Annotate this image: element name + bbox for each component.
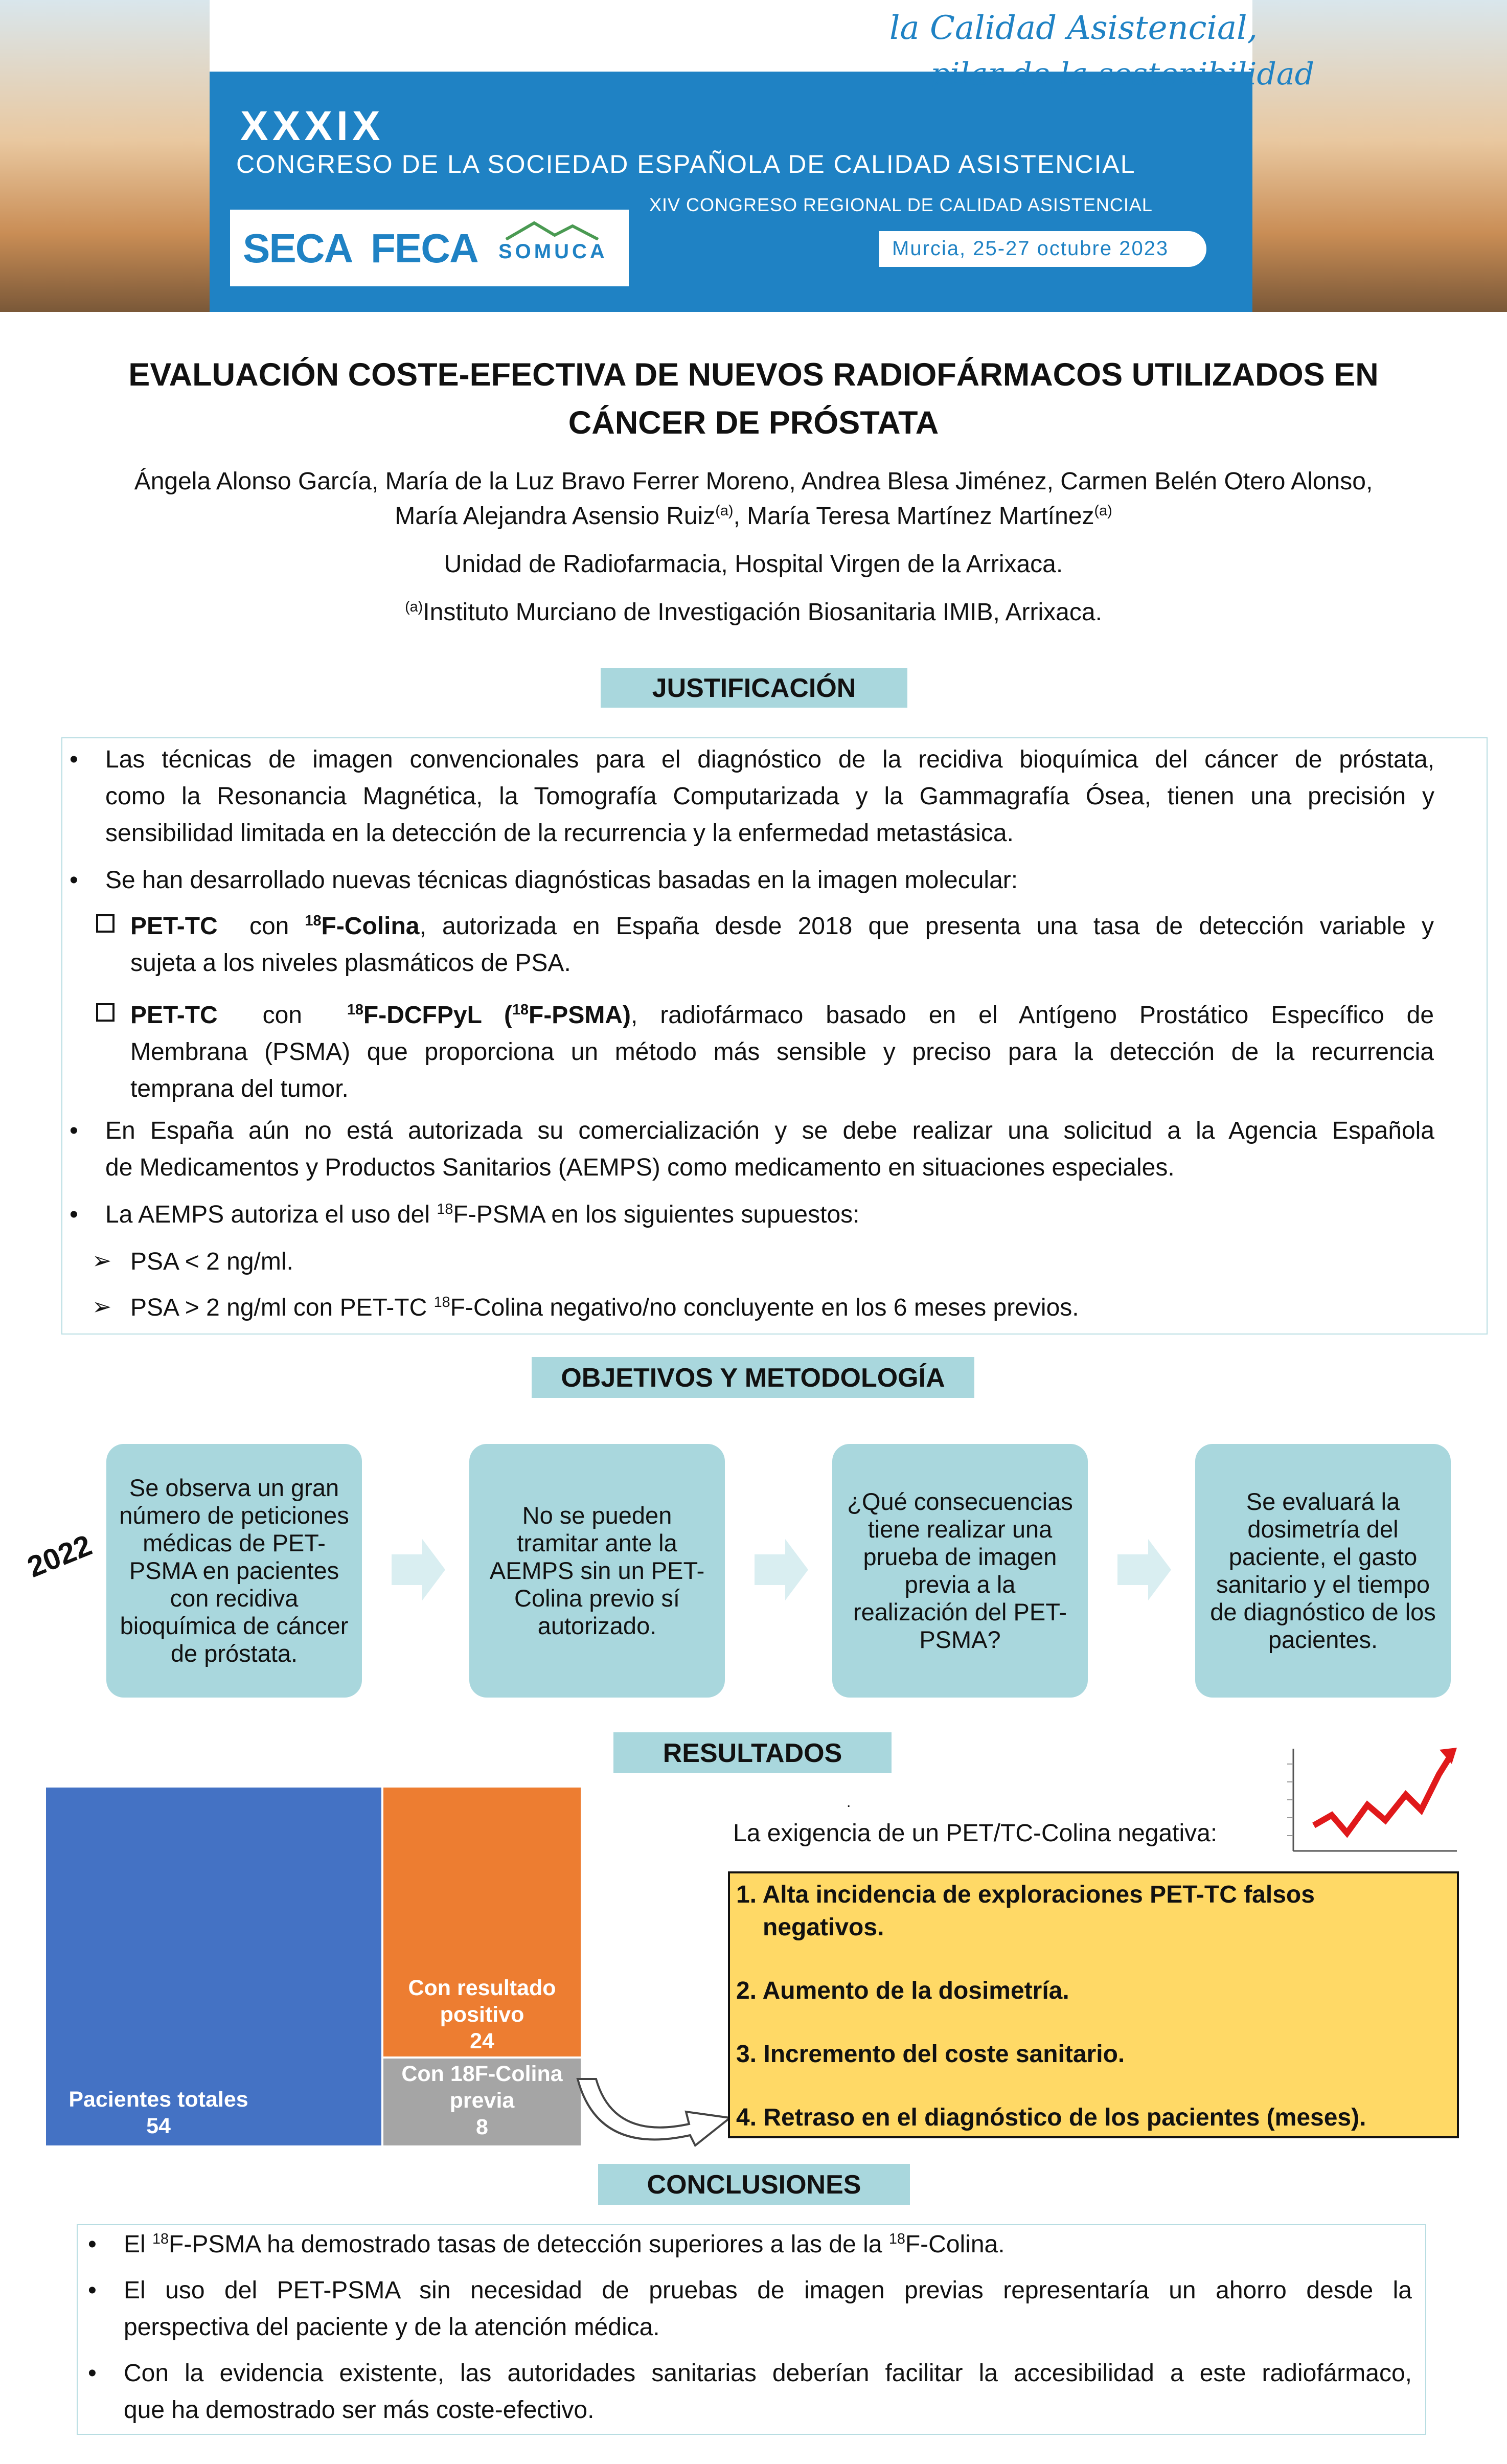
conclusion-3 xyxy=(124,2355,1412,2429)
category-label: positivo xyxy=(440,2002,524,2027)
category-label: Con 18F-Colina xyxy=(401,2062,563,2086)
isotope-mark: 18 xyxy=(437,1201,453,1217)
banner-illustration-left xyxy=(0,0,210,312)
bullet-icon: • xyxy=(88,2231,97,2258)
section-heading-conclusiones: CONCLUSIONES xyxy=(598,2164,910,2205)
isotope-mark: 18 xyxy=(888,2231,905,2247)
arrowhead-bullet-icon: ➢ xyxy=(92,1247,112,1274)
affiliation-mark: (a) xyxy=(1094,503,1112,519)
isotope-mark: 18 xyxy=(512,1002,529,1018)
author-martinez: , María Teresa Martínez Martínez xyxy=(733,503,1094,530)
title-line-1: EVALUACIÓN COSTE-EFECTIVA DE NUEVOS RADIOFÁRMACOS UTILIZADOS EN xyxy=(128,357,1379,393)
just-bullet-4 xyxy=(105,1196,1434,1233)
isotope-mark: 18 xyxy=(305,913,322,929)
somuca-logo: SOMUCA xyxy=(498,240,608,263)
author-asensio: María Alejandra Asensio Ruiz xyxy=(395,503,716,530)
c1-text: El xyxy=(124,2231,153,2258)
banner-illustration-right xyxy=(1252,0,1507,312)
section-heading-resultados: RESULTADOS xyxy=(613,1732,892,1773)
just-bullet-3 xyxy=(105,1113,1434,1186)
year-label: 2022 xyxy=(22,1528,97,1584)
chevron-right-icon xyxy=(749,1539,811,1600)
chevron-right-icon xyxy=(386,1539,448,1600)
term-psma: F-PSMA) xyxy=(529,1002,631,1029)
bullet-icon: • xyxy=(70,867,78,894)
term-dcfpyl: F-DCFPyL ( xyxy=(363,1002,512,1029)
c3-line: Con la evidencia existente, las autoridades sanitarias deberían facilitar la accesibilidad a este radiofármaco, xyxy=(124,2360,1412,2387)
finding-3: 3. Incremento del coste sanitario. xyxy=(736,2041,1125,2068)
finding-1: 1. Alta incidencia de exploraciones PET-TC falsos xyxy=(736,1881,1315,1908)
isotope-mark: 18 xyxy=(152,2231,169,2247)
criterion-text-2: F-Colina negativo/no concluyente en los 6 meses previos. xyxy=(450,1294,1079,1321)
just-b1-line: Las técnicas de imagen convencionales para el diagnóstico de la recidiva bioquímica del cáncer de próstata, xyxy=(105,746,1434,773)
just-bullet-1 xyxy=(105,741,1434,852)
c1-text-2: F-PSMA ha demostrado tasas de detección superiores a las de la xyxy=(169,2231,889,2258)
somuca-logo-icon xyxy=(504,220,601,240)
section-heading-justificacion: JUSTIFICACIÓN xyxy=(601,668,907,708)
c1-text-3: F-Colina. xyxy=(905,2231,1005,2258)
word-con: con xyxy=(249,913,289,940)
term-colina: F-Colina xyxy=(321,913,420,940)
bar-label-totales xyxy=(51,2086,266,2139)
feca-logo: FECA xyxy=(371,225,478,271)
colina-desc: , autorizada en España desde 2018 que presenta una tasa de detección variable y xyxy=(419,913,1434,940)
congress-date: Murcia, 25-27 octubre 2023 xyxy=(892,237,1169,260)
congress-number: XXXIX xyxy=(240,103,384,149)
b4-text-2: F-PSMA en los siguientes supuestos: xyxy=(453,1201,860,1228)
psma-desc-3: temprana del tumor. xyxy=(130,1075,349,1102)
bar-label-previa xyxy=(383,2061,581,2140)
just-criterion-1: PSA < 2 ng/ml. xyxy=(130,1248,293,1275)
bar-label-positivo xyxy=(383,1975,581,2054)
slogan-line-1: la Calidad Asistencial, xyxy=(889,9,1258,47)
term-pet-tc: PET-TC xyxy=(130,1002,218,1029)
finding-4: 4. Retraso en el diagnóstico de los pacientes (meses). xyxy=(736,2104,1366,2131)
c2-line: perspectiva del paciente y de la atención médica. xyxy=(124,2314,660,2341)
exigencia-text: La exigencia de un PET/TC-Colina negativa: xyxy=(733,1820,1218,1847)
congress-name: CONGRESO DE LA SOCIEDAD ESPAÑOLA DE CALIDAD ASISTENCIAL xyxy=(236,150,1136,178)
objective-step-1: Se observa un gran número de peticiones médicas de PET-PSMA en pacientes con recidiva bioquímica de cáncer de próstata. xyxy=(106,1444,362,1698)
institute-name: Instituto Murciano de Investigación Biosanitaria IMIB, Arrixaca. xyxy=(423,599,1102,626)
affiliation-institute xyxy=(31,598,1476,626)
bullet-icon: • xyxy=(88,2277,97,2304)
curved-arrow-icon xyxy=(567,2069,741,2161)
authors-line-2 xyxy=(31,499,1476,534)
objective-step-4: Se evaluará la dosimetría del paciente, el gasto sanitario y el tiempo de diagnóstico de los pacientes. xyxy=(1195,1444,1451,1698)
poster-title xyxy=(31,351,1476,447)
congress-subtitle: XIV CONGRESO REGIONAL DE CALIDAD ASISTENCIAL xyxy=(649,194,1153,215)
section-heading-objetivos: OBJETIVOS Y METODOLOGÍA xyxy=(532,1357,974,1398)
just-subitem-colina xyxy=(130,908,1434,982)
category-label: Con resultado xyxy=(408,1976,556,2000)
psma-desc-2: Membrana (PSMA) que proporciona un método más sensible y preciso para la detección de la recurrencia xyxy=(130,1038,1434,1066)
slogan-line-2: pilar de la sostenibilidad xyxy=(930,56,1315,92)
objective-step-2: No se pueden tramitar ante la AEMPS sin un PET-Colina previo sí autorizado. xyxy=(469,1444,725,1698)
data-label: 8 xyxy=(476,2115,488,2139)
bullet-icon: • xyxy=(70,1201,78,1228)
just-criterion-2 xyxy=(130,1290,1434,1326)
seca-logo: SECA xyxy=(243,225,353,271)
finding-1-cont: negativos. xyxy=(763,1914,884,1941)
category-label: Pacientes totales xyxy=(68,2087,248,2112)
psma-desc: , radiofármaco basado en el Antígeno Prostático Específico de xyxy=(630,1002,1434,1029)
just-b1-line: sensibilidad limitada en la detección de la recurrencia y la enfermedad metastásica. xyxy=(105,820,1014,847)
isotope-mark: 18 xyxy=(347,1002,363,1018)
criterion-text: PSA > 2 ng/ml con PET-TC xyxy=(130,1294,434,1321)
rising-trend-chart-icon xyxy=(1237,1738,1462,1861)
colina-desc-2: sujeta a los niveles plasmáticos de PSA. xyxy=(130,950,571,977)
checkbox-square-icon xyxy=(96,914,115,933)
conclusion-1 xyxy=(124,2226,1412,2263)
objective-step-3: ¿Qué consecuencias tiene realizar una prueba de imagen previa a la realización del PET-PSMA? xyxy=(832,1444,1088,1698)
affiliation-mark: (a) xyxy=(405,599,423,615)
title-line-2: CÁNCER DE PRÓSTATA xyxy=(568,405,939,441)
authors xyxy=(31,464,1476,534)
arrowhead-bullet-icon: ➢ xyxy=(92,1293,112,1320)
just-subitem-psma xyxy=(130,997,1434,1107)
conclusion-2 xyxy=(124,2272,1412,2346)
just-b3-line: de Medicamentos y Productos Sanitarios (AEMPS) como medicamento en situaciones especiales. xyxy=(105,1154,1175,1181)
just-bullet-2: Se han desarrollado nuevas técnicas diagnósticas basadas en la imagen molecular: xyxy=(105,867,1018,894)
bullet-icon: • xyxy=(70,746,78,773)
just-b1-line: como la Resonancia Magnética, la Tomografía Computarizada y la Gammagrafía Ósea, tienen una precisión y xyxy=(105,783,1434,810)
checkbox-square-icon xyxy=(96,1003,115,1022)
finding-2: 2. Aumento de la dosimetría. xyxy=(736,1977,1069,2004)
affiliation-mark: (a) xyxy=(715,503,734,519)
c3-line: que ha demostrado ser más coste-efectivo. xyxy=(124,2397,595,2424)
bullet-icon: • xyxy=(88,2360,97,2387)
bullet-icon: • xyxy=(70,1117,78,1144)
data-label: 24 xyxy=(470,2029,494,2053)
word-con: con xyxy=(262,1002,302,1029)
just-b3-line: En España aún no está autorizada su comercialización y se debe realizar una solicitud a la Agencia Española xyxy=(105,1117,1434,1144)
congress-banner xyxy=(0,0,1507,312)
affiliation-unit: Unidad de Radiofarmacia, Hospital Virgen de la Arrixaca. xyxy=(444,551,1063,578)
b4-text: La AEMPS autoriza el uso del xyxy=(105,1201,437,1228)
term-pet-tc: PET-TC xyxy=(130,913,218,940)
category-label: previa xyxy=(449,2088,515,2113)
stray-dot: . xyxy=(847,1794,851,1811)
authors-line-1: Ángela Alonso García, María de la Luz Bravo Ferrer Moreno, Andrea Blesa Jiménez, Carmen Belén Otero Alonso, xyxy=(134,468,1373,495)
chevron-right-icon xyxy=(1112,1539,1174,1600)
isotope-mark: 18 xyxy=(433,1294,450,1310)
data-label: 54 xyxy=(146,2114,171,2138)
c2-line: El uso del PET-PSMA sin necesidad de pruebas de imagen previas representaría un ahorro desde la xyxy=(124,2277,1412,2304)
